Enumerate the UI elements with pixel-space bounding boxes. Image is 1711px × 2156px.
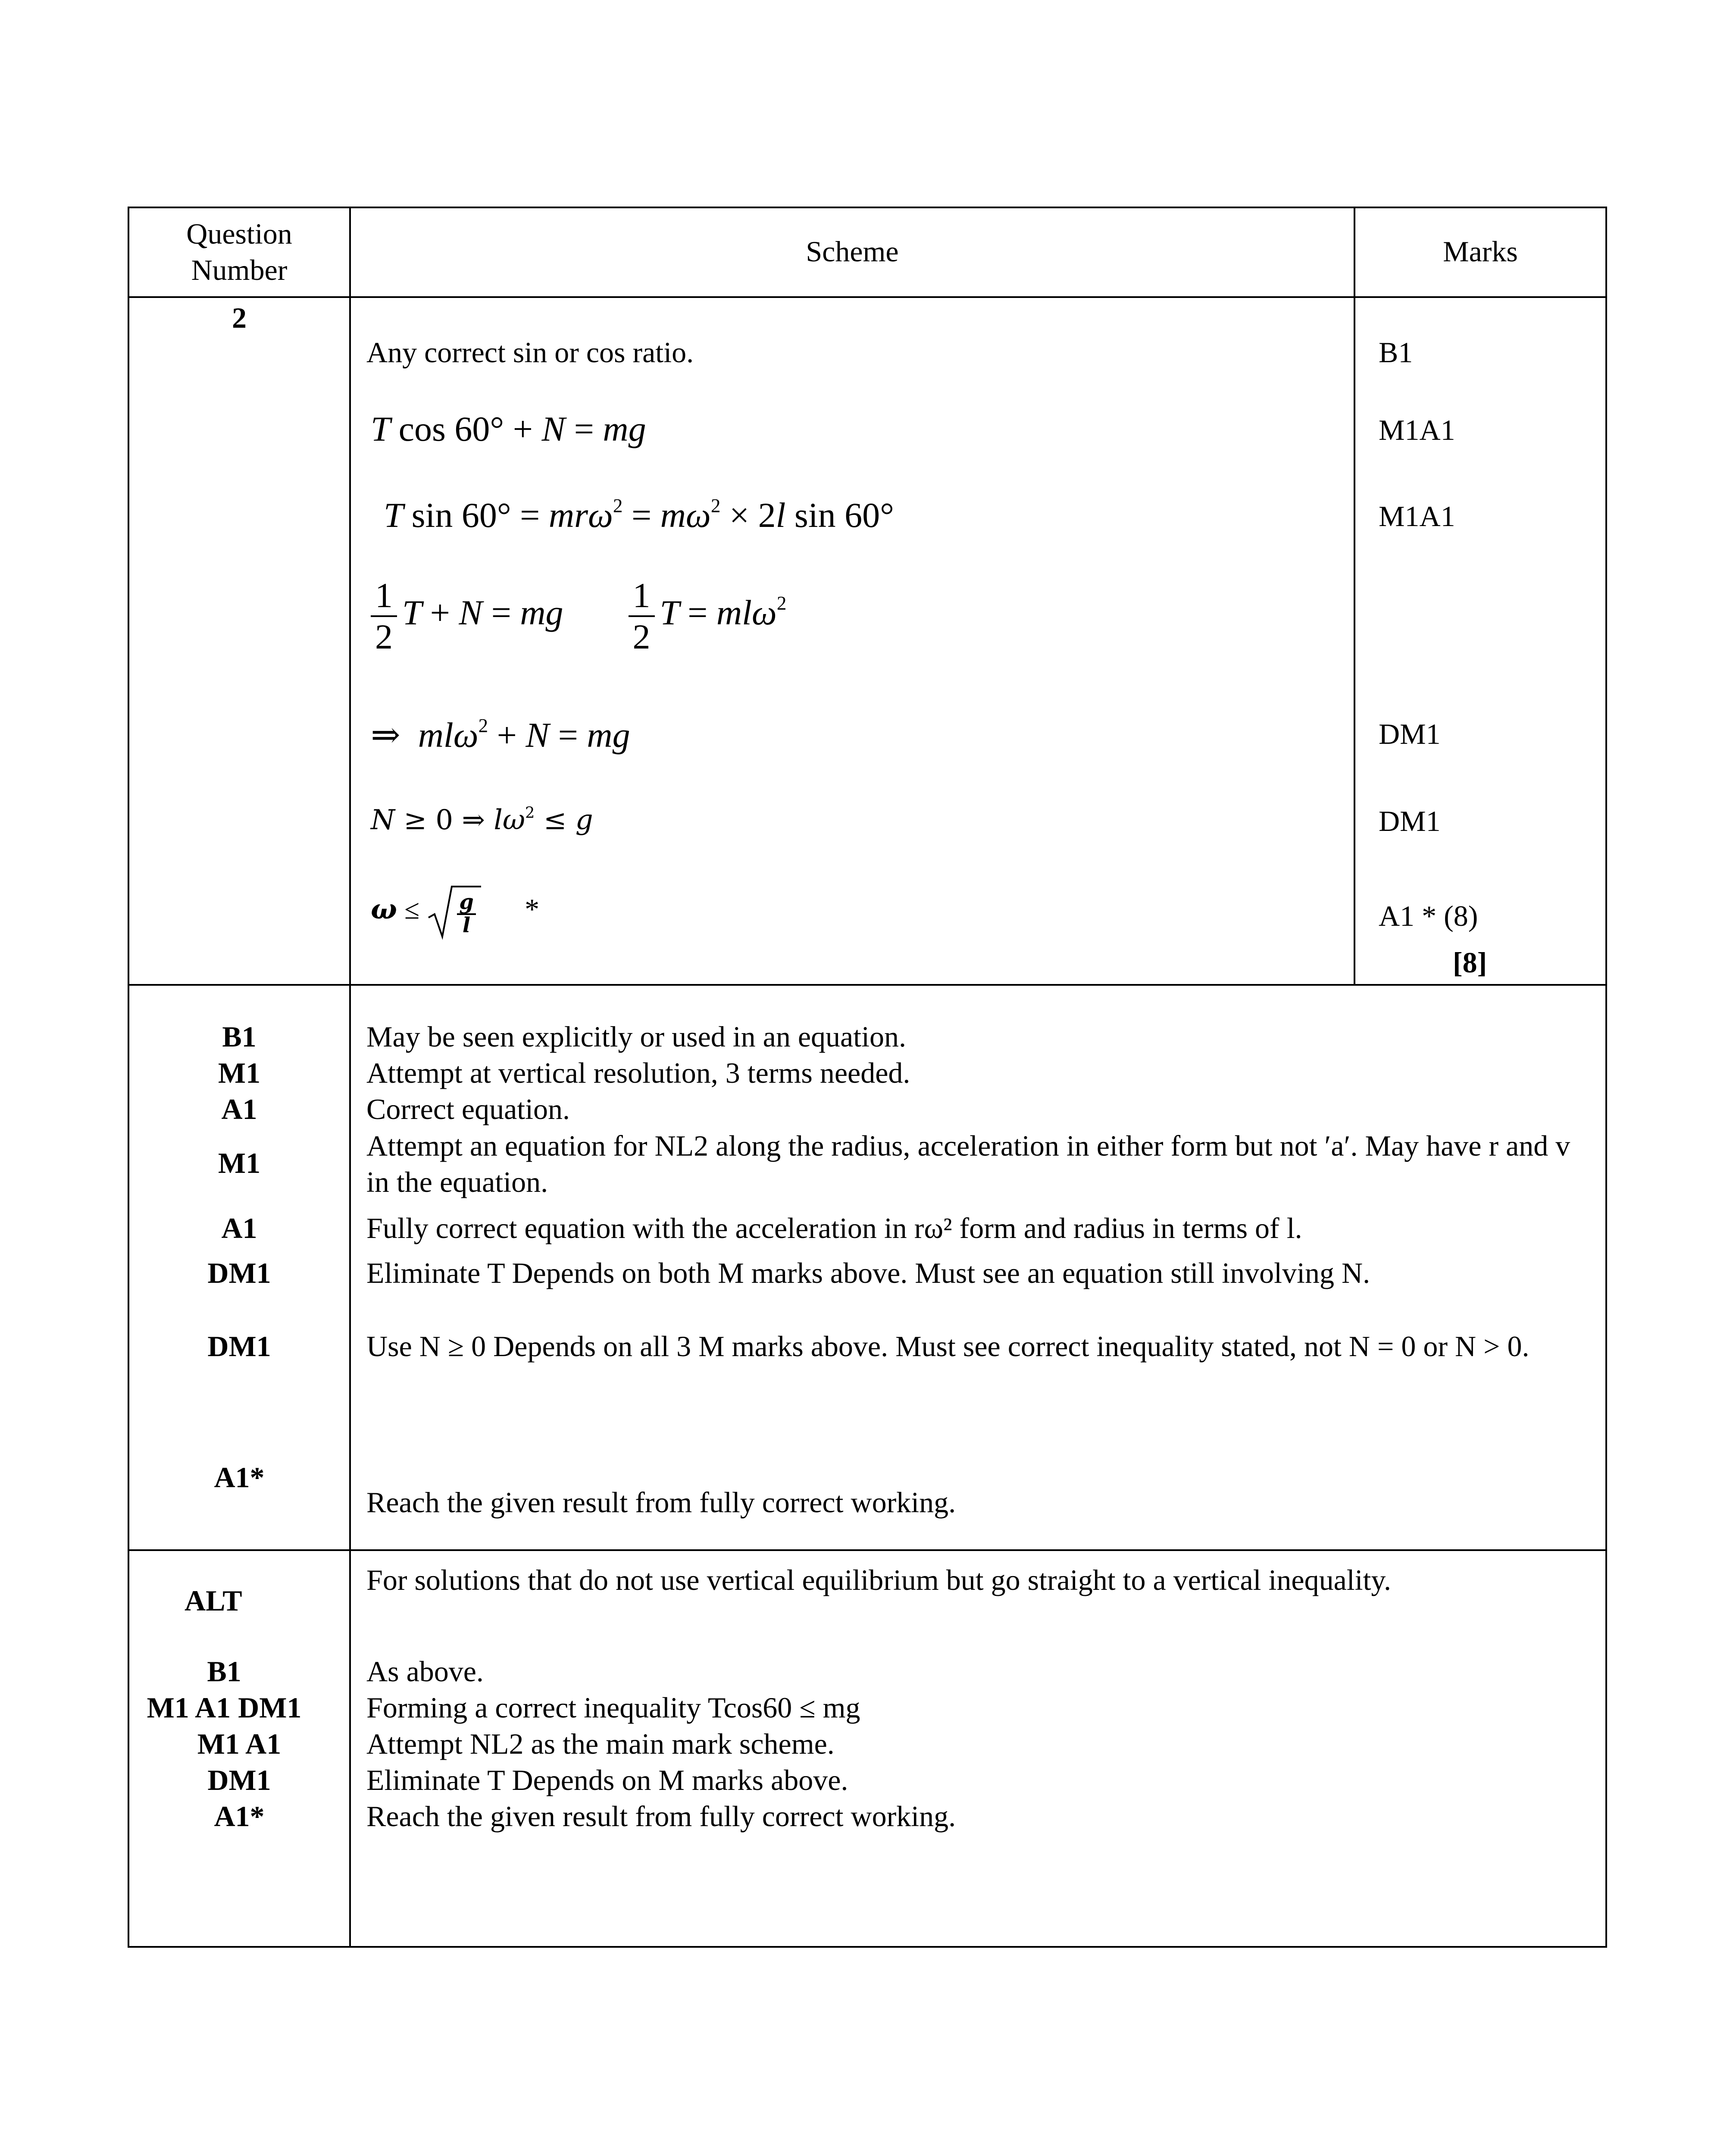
- scheme-line-6: N ≥ 0 ⇒ $l\omega^2 \le g$: [371, 804, 593, 836]
- note-mark-3: A1: [221, 1093, 257, 1125]
- scheme-line-4: $\frac{1}{2}$ T + N = mg $\frac{1}{2}$ T = mlω$^2$: [371, 576, 786, 657]
- scheme-line-1: Any correct sin or cos ratio.: [366, 336, 694, 369]
- note-text-8: Reach the given result from fully correct working.: [366, 1486, 956, 1519]
- note-mark-6: DM1: [207, 1257, 271, 1289]
- scheme-line-7: ω ≤ g l *: [371, 884, 539, 940]
- mark-line-7: A1 * (8): [1379, 899, 1478, 932]
- scheme-line-3: T $\sin 60^\circ = mr\omega^2 = m\omega^2 \times 2l$ sin 60°: [384, 495, 894, 535]
- alt-mark-2: M1 A1 DM1: [147, 1691, 302, 1724]
- note-mark-5: A1: [221, 1212, 257, 1244]
- note-text-4: Attempt an equation for NL2 along the radius, acceleration in either form but not ′a′. May have r and v in the equation.: [366, 1129, 1570, 1198]
- note-text-3: Correct equation.: [366, 1093, 570, 1125]
- mark-line-1: B1: [1379, 336, 1413, 369]
- alt-mark-4: DM1: [207, 1764, 271, 1796]
- note-mark-8: A1*: [214, 1461, 265, 1494]
- scheme-line-5: ⇒ mlω$^2$ + N = mg: [371, 715, 630, 755]
- note-mark-2: M1: [218, 1056, 261, 1089]
- note-text-7: Use N ≥ 0 Depends on all 3 M marks above. Must see correct inequality stated, not N = 0 or N > 0.: [366, 1330, 1530, 1363]
- note-text-1: May be seen explicitly or used in an equation.: [366, 1020, 906, 1053]
- note-text-6: Eliminate T Depends on both M marks above. Must see an equation still involving N.: [366, 1257, 1370, 1289]
- alt-text-4: Eliminate T Depends on M marks above.: [366, 1764, 848, 1796]
- mark-line-5: DM1: [1379, 718, 1441, 750]
- alt-label: ALT: [185, 1584, 242, 1617]
- note-mark-1: B1: [222, 1020, 256, 1053]
- header-marks: Marks: [1443, 235, 1518, 268]
- alt-text-5: Reach the given result from fully correct working.: [366, 1800, 956, 1833]
- svg-text:l: l: [462, 913, 471, 937]
- square-root-symbol: [427, 884, 483, 940]
- note-text-2: Attempt at vertical resolution, 3 terms needed.: [366, 1056, 910, 1089]
- alt-text-1: As above.: [366, 1655, 484, 1688]
- alt-mark-5: A1*: [214, 1800, 265, 1833]
- mark-line-3: M1A1: [1379, 500, 1455, 533]
- alt-text-3: Attempt NL2 as the main mark scheme.: [366, 1727, 835, 1760]
- svg-text:g: g: [459, 890, 474, 914]
- scheme-line-2: T cos 60° + N = mg: [371, 409, 646, 448]
- mark-line-2: M1A1: [1379, 414, 1455, 446]
- alt-intro: For solutions that do not use vertical equilibrium but go straight to a vertical inequality.: [366, 1564, 1392, 1596]
- note-mark-4: M1: [218, 1147, 261, 1179]
- note-text-5: Fully correct equation with the acceleration in rω² form and radius in terms of l.: [366, 1212, 1302, 1244]
- header-question-number: Question Number: [186, 217, 292, 286]
- alt-mark-3: M1 A1: [197, 1727, 282, 1760]
- alt-mark-1: B1: [207, 1655, 241, 1688]
- alt-text-2: Forming a correct inequality Tcos60 ≤ mg: [366, 1691, 860, 1724]
- header-scheme: Scheme: [806, 235, 899, 268]
- mark-line-6: DM1: [1379, 805, 1441, 837]
- note-mark-7: DM1: [207, 1330, 271, 1363]
- question-total: [8]: [1453, 946, 1487, 979]
- question-number: 2: [232, 301, 247, 334]
